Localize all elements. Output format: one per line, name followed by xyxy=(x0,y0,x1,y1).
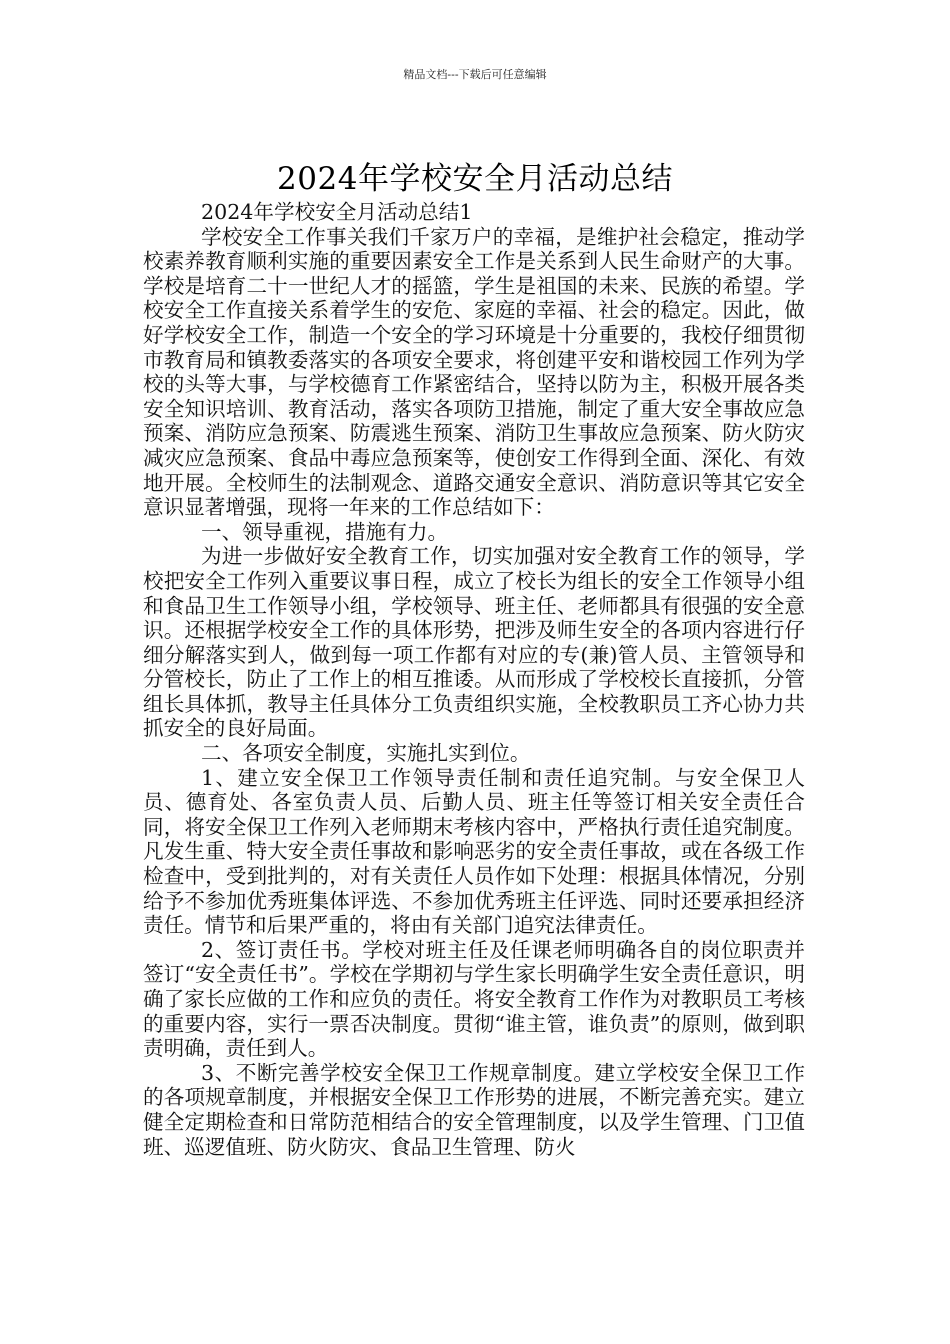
section-heading-1: 一、领导重视，措施有力。 xyxy=(201,519,449,544)
document-body xyxy=(143,200,805,1159)
body-paragraph: 学校安全工作事关我们千家万户的幸福，是维护社会稳定，推动学校素养教育顺利实施的重要因素安全工作是关系到人民生命财产的大事。学校是培育二十一世纪人才的摇篮，学生是祖国的未来、民族的希望。学校安全工作直接关系着学生的安危、家庭的幸福、社会的稳定。因此，做好学校安全工作，制造一个安全的学习环境是十分重要的，我校仔细贯彻市教育局和镇教委落实的各项安全要求，将创建平安和谐校园工作列为学校的头等大事，与学校德育工作紧密结合，坚持以防为主，积极开展各类安全知识培训、教育活动，落实各项防卫措施，制定了重大安全事故应急预案、消防应急预案、防震逃生预案、消防卫生事故应急预案、防火防灾减灾应急预案、食品中毒应急预案等，使创安工作得到全面、深化、有效地开展。全校师生的法制观念、道路交通安全意识、消防意识等其它安全意识显著增强，现将一年来的工作总结如下： xyxy=(143,224,805,520)
section-heading-2: 二、各项安全制度，实施扎实到位。 xyxy=(201,741,531,766)
document-title: 2024年学校安全月活动总结 xyxy=(277,160,673,197)
body-paragraph: 1、建立安全保卫工作领导责任制和责任追究制。与安全保卫人员、德育处、各室负责人员、后勤人员、班主任等签订相关安全责任合同，将安全保卫工作列入老师期末考核内容中，严格执行责任追究制度。凡发生重、特大安全责任事故和影响恶劣的安全责任事故，或在各级工作检查中，受到批判的，对有关责任人员作如下处理：根据具体情况，分别给予不参加优秀班集体评选、不参加优秀班主任评选、同时还要承担经济责任。情节和后果严重的，将由有关部门追究法律责任。 xyxy=(143,765,805,938)
section-heading-intro: 2024年学校安全月活动总结1 xyxy=(201,200,473,224)
body-paragraph: 3、不断完善学校安全保卫工作规章制度。建立学校安全保卫工作的各项规章制度，并根据安全保卫工作形势的进展，不断完善充实。建立健全定期检查和日常防范相结合的安全管理制度，以及学生管理、门卫值班、巡逻值班、防火防灾、食品卫生管理、防火 xyxy=(143,1060,805,1159)
body-paragraph: 为进一步做好安全教育工作，切实加强对安全教育工作的领导，学校把安全工作列入重要议事日程，成立了校长为组长的安全工作领导小组和食品卫生工作领导小组，学校领导、班主任、老师都具有很强的安全意识。还根据学校安全工作的具体形势，把涉及师生安全的各项内容进行仔细分解落实到人，做到每一项工作都有对应的专(兼)管人员、主管领导和分管校长，防止了工作上的相互推诿。从而形成了学校校长直接抓，分管组长具体抓，教导主任具体分工负责组织实施，全校教职员工齐心协力共抓安全的良好局面。 xyxy=(143,544,805,741)
body-paragraph: 2、签订责任书。学校对班主任及任课老师明确各自的岗位职责并签订“安全责任书”。学校在学期初与学生家长明确学生安全责任意识，明确了家长应做的工作和应负的责任。将安全教育工作作为对教职员工考核的重要内容，实行一票否决制度。贯彻“谁主管，谁负责”的原则，做到职责明确，责任到人。 xyxy=(143,937,805,1061)
page-header-note: 精品文档---下载后可任意编辑 xyxy=(403,68,547,81)
